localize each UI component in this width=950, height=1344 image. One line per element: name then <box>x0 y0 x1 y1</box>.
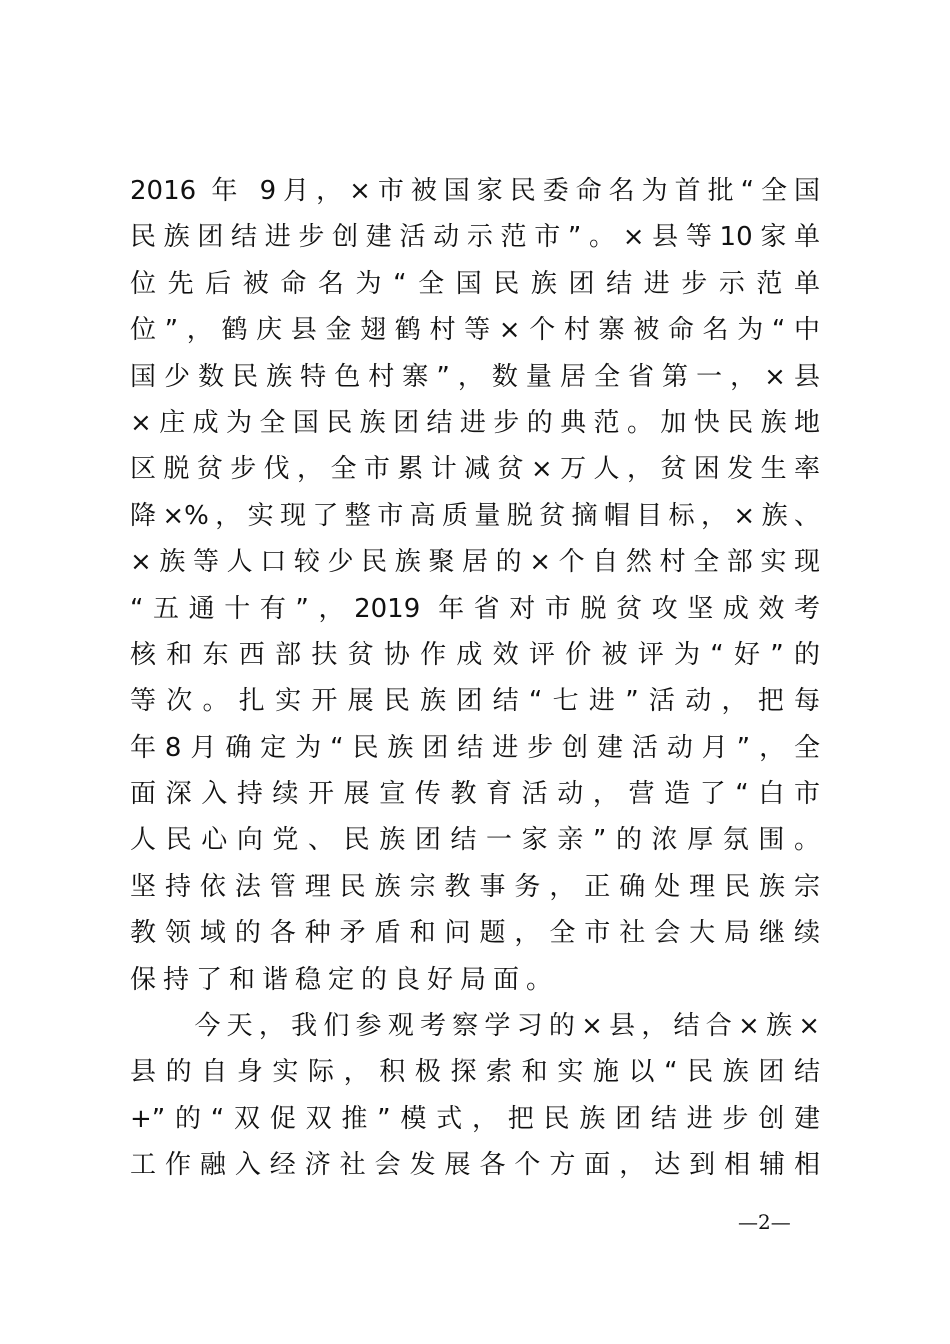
text-line: 面深入持续开展宣传教育活动，营造了“白市 <box>130 779 820 810</box>
text-line: 等次。扎实开展民族团结“七进”活动，把每 <box>130 686 820 717</box>
text-line: 国少数民族特色村寨”，数量居全省第一，×县 <box>130 361 820 392</box>
text-line: “五通十有”，2019 年省对市脱贫攻坚成效考 <box>130 593 820 624</box>
text-line: 位”，鹤庆县金翅鹤村等×个村寨被命名为“中 <box>130 315 820 346</box>
text-line: 坚持依法管理民族宗教事务，正确处理民族宗 <box>130 871 820 902</box>
text-line: 教领域的各种矛盾和问题，全市社会大局继续 <box>130 918 820 949</box>
text-line: ×族等人口较少民族聚居的×个自然村全部实现 <box>130 547 820 578</box>
text-line: 今天，我们参观考察学习的×县，结合×族× <box>130 1011 820 1042</box>
page-number: —2— <box>738 1210 791 1234</box>
text-line: 位先后被命名为“全国民族团结进步示范单 <box>130 268 820 299</box>
text-line: 2016 年 9月，×市被国家民委命名为首批“全国 <box>130 176 820 206</box>
text-line: 工作融入经济社会发展各个方面，达到相辅相 <box>130 1150 820 1181</box>
body-text <box>130 168 820 1189</box>
text-line: +”的“双促双推”模式，把民族团结进步创建 <box>130 1103 820 1134</box>
text-line: 民族团结进步创建活动示范市”。×县等10家单 <box>130 222 820 253</box>
text-line: 核和东西部扶贫协作成效评价被评为“好”的 <box>130 639 820 670</box>
paragraph-end-line: 保持了和谐稳定的良好局面。 <box>130 964 560 995</box>
text-line: 年8月确定为“民族团结进步创建活动月”，全 <box>130 732 820 763</box>
text-line: 区脱贫步伐，全市累计减贫×万人，贫困发生率 <box>130 454 820 485</box>
text-line: 降×%，实现了整市高质量脱贫摘帽目标，×族、 <box>130 500 820 531</box>
text-line: ×庄成为全国民族团结进步的典范。加快民族地 <box>130 407 820 438</box>
text-line: 县的自身实际，积极探索和实施以“民族团结 <box>130 1057 820 1088</box>
text-line: 人民心向党、民族团结一家亲”的浓厚氛围。 <box>130 825 820 856</box>
